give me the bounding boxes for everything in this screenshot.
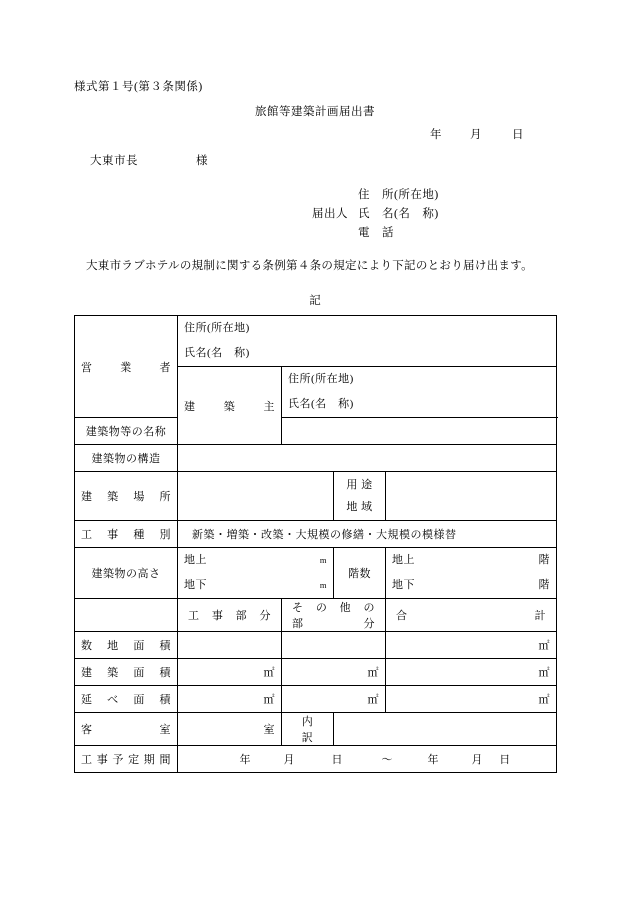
site-use-label-line2: 地 域	[346, 501, 373, 513]
schedule-start-day: 日	[331, 754, 343, 766]
table-row-operator	[75, 316, 557, 367]
building-name-value[interactable]	[282, 418, 557, 445]
schedule-end-day: 日	[499, 754, 511, 766]
submitter-tel-label: 電 話	[358, 227, 394, 239]
document-title: 旅館等建築計画届出書	[255, 106, 375, 118]
column-other-part: そ の 他 の 部 分	[282, 599, 386, 632]
schedule-label: 工 事 予 定 期 間	[75, 746, 178, 773]
operator-name-label: 氏名(名 称)	[184, 347, 250, 359]
operator-fields	[178, 316, 557, 367]
work-type-value[interactable]: 新築・増築・改築・大規模の修繕・大規模の模様替	[178, 521, 557, 548]
table-row-work-type	[75, 521, 557, 548]
builder-label: 建 築 主	[178, 367, 282, 445]
schedule-start-year: 年	[239, 754, 251, 766]
date-month-label: 月	[470, 129, 482, 141]
floors-below-label: 地下	[392, 579, 415, 591]
submitter-name-label: 氏 名(名 称)	[358, 208, 439, 220]
schedule-start-month: 月	[283, 754, 295, 766]
rooms-breakdown-value[interactable]	[334, 713, 557, 746]
ki-heading: 記	[309, 295, 321, 307]
columns-blank	[75, 599, 178, 632]
addressee	[90, 152, 208, 168]
height-label: 建築物の高さ	[75, 548, 178, 599]
height-values[interactable]	[178, 548, 334, 599]
operator-label: 営 業 者	[75, 316, 178, 418]
building-area-label: 建 築 面 積	[75, 659, 178, 686]
floors-above-unit: 階	[538, 554, 550, 566]
building-area-other[interactable]: ㎡	[282, 659, 386, 686]
table-row	[75, 659, 557, 686]
floor-area-work[interactable]: ㎡	[178, 686, 282, 713]
addressee-name: 大東市長	[90, 155, 138, 167]
rooms-label: 客 室	[75, 713, 178, 746]
submitter-name-row	[292, 205, 439, 224]
height-above-label: 地上	[184, 554, 207, 566]
site-use-value[interactable]	[386, 472, 557, 521]
operator-address-label: 住所(所在地)	[184, 322, 250, 334]
rooms-breakdown-label: 内 訳	[282, 713, 334, 746]
table-row-building-name	[75, 418, 557, 445]
table-row-rooms	[75, 713, 557, 746]
height-below-unit: m	[319, 580, 327, 590]
addressee-honorific: 様	[196, 155, 208, 167]
structure-label: 建築物の構造	[75, 445, 178, 472]
building-area-work[interactable]: ㎡	[178, 659, 282, 686]
site-area-work[interactable]	[178, 632, 282, 659]
date-year-label: 年	[430, 129, 442, 141]
builder-name-label: 氏名(名 称)	[288, 398, 354, 410]
table-row-schedule	[75, 746, 557, 773]
floors-above-label: 地上	[392, 554, 415, 566]
floor-area-label: 延 べ 面 積	[75, 686, 178, 713]
site-area-total[interactable]: ㎡	[386, 632, 557, 659]
floors-values[interactable]	[386, 548, 557, 599]
table-row-site	[75, 472, 557, 521]
date-day-label: 日	[512, 129, 524, 141]
submitter-address-label: 住 所(所在地)	[358, 189, 439, 201]
schedule-end-year: 年	[427, 754, 439, 766]
building-name-label: 建築物等の名称	[75, 418, 178, 445]
submitter-address-row	[292, 186, 439, 205]
floor-area-other[interactable]: ㎡	[282, 686, 386, 713]
site-value[interactable]	[178, 472, 334, 521]
schedule-end-month: 月	[471, 754, 483, 766]
submitter-block	[292, 186, 439, 243]
table-row-height	[75, 548, 557, 599]
site-area-other[interactable]	[282, 632, 386, 659]
height-above-unit: m	[319, 555, 327, 565]
statement-text: 大東市ラブホテルの規制に関する条例第４条の規定により下記のとおり届け出ます。	[86, 260, 533, 272]
column-total: 合 計	[386, 599, 557, 632]
builder-address-label: 住所(所在地)	[288, 373, 354, 385]
schedule-value[interactable]	[178, 746, 557, 773]
form-number: 様式第１号(第３条関係)	[74, 81, 203, 93]
application-table	[74, 315, 557, 773]
work-type-label: 工 事 種 別	[75, 521, 178, 548]
table-row	[75, 686, 557, 713]
table-row-structure	[75, 445, 557, 472]
table-row-column-headers	[75, 599, 557, 632]
submitter-label: 届出人	[312, 208, 348, 220]
rooms-unit[interactable]: 室	[178, 713, 282, 746]
site-area-label: 数 地 面 積	[75, 632, 178, 659]
table-row	[75, 632, 557, 659]
site-use-label-line1: 用 途	[346, 479, 373, 491]
building-area-total[interactable]: ㎡	[386, 659, 557, 686]
schedule-tilde: ～	[381, 754, 393, 766]
floors-label: 階数	[334, 548, 386, 599]
submitter-tel-row	[292, 224, 439, 243]
floors-below-unit: 階	[538, 579, 550, 591]
site-use-label	[334, 472, 386, 521]
submission-date-line	[430, 126, 524, 142]
height-below-label: 地下	[184, 579, 207, 591]
structure-value[interactable]	[178, 445, 557, 472]
builder-fields	[282, 367, 557, 418]
floor-area-total[interactable]: ㎡	[386, 686, 557, 713]
column-work-part: 工 事 部 分	[178, 599, 282, 632]
site-label: 建 築 場 所	[75, 472, 178, 521]
